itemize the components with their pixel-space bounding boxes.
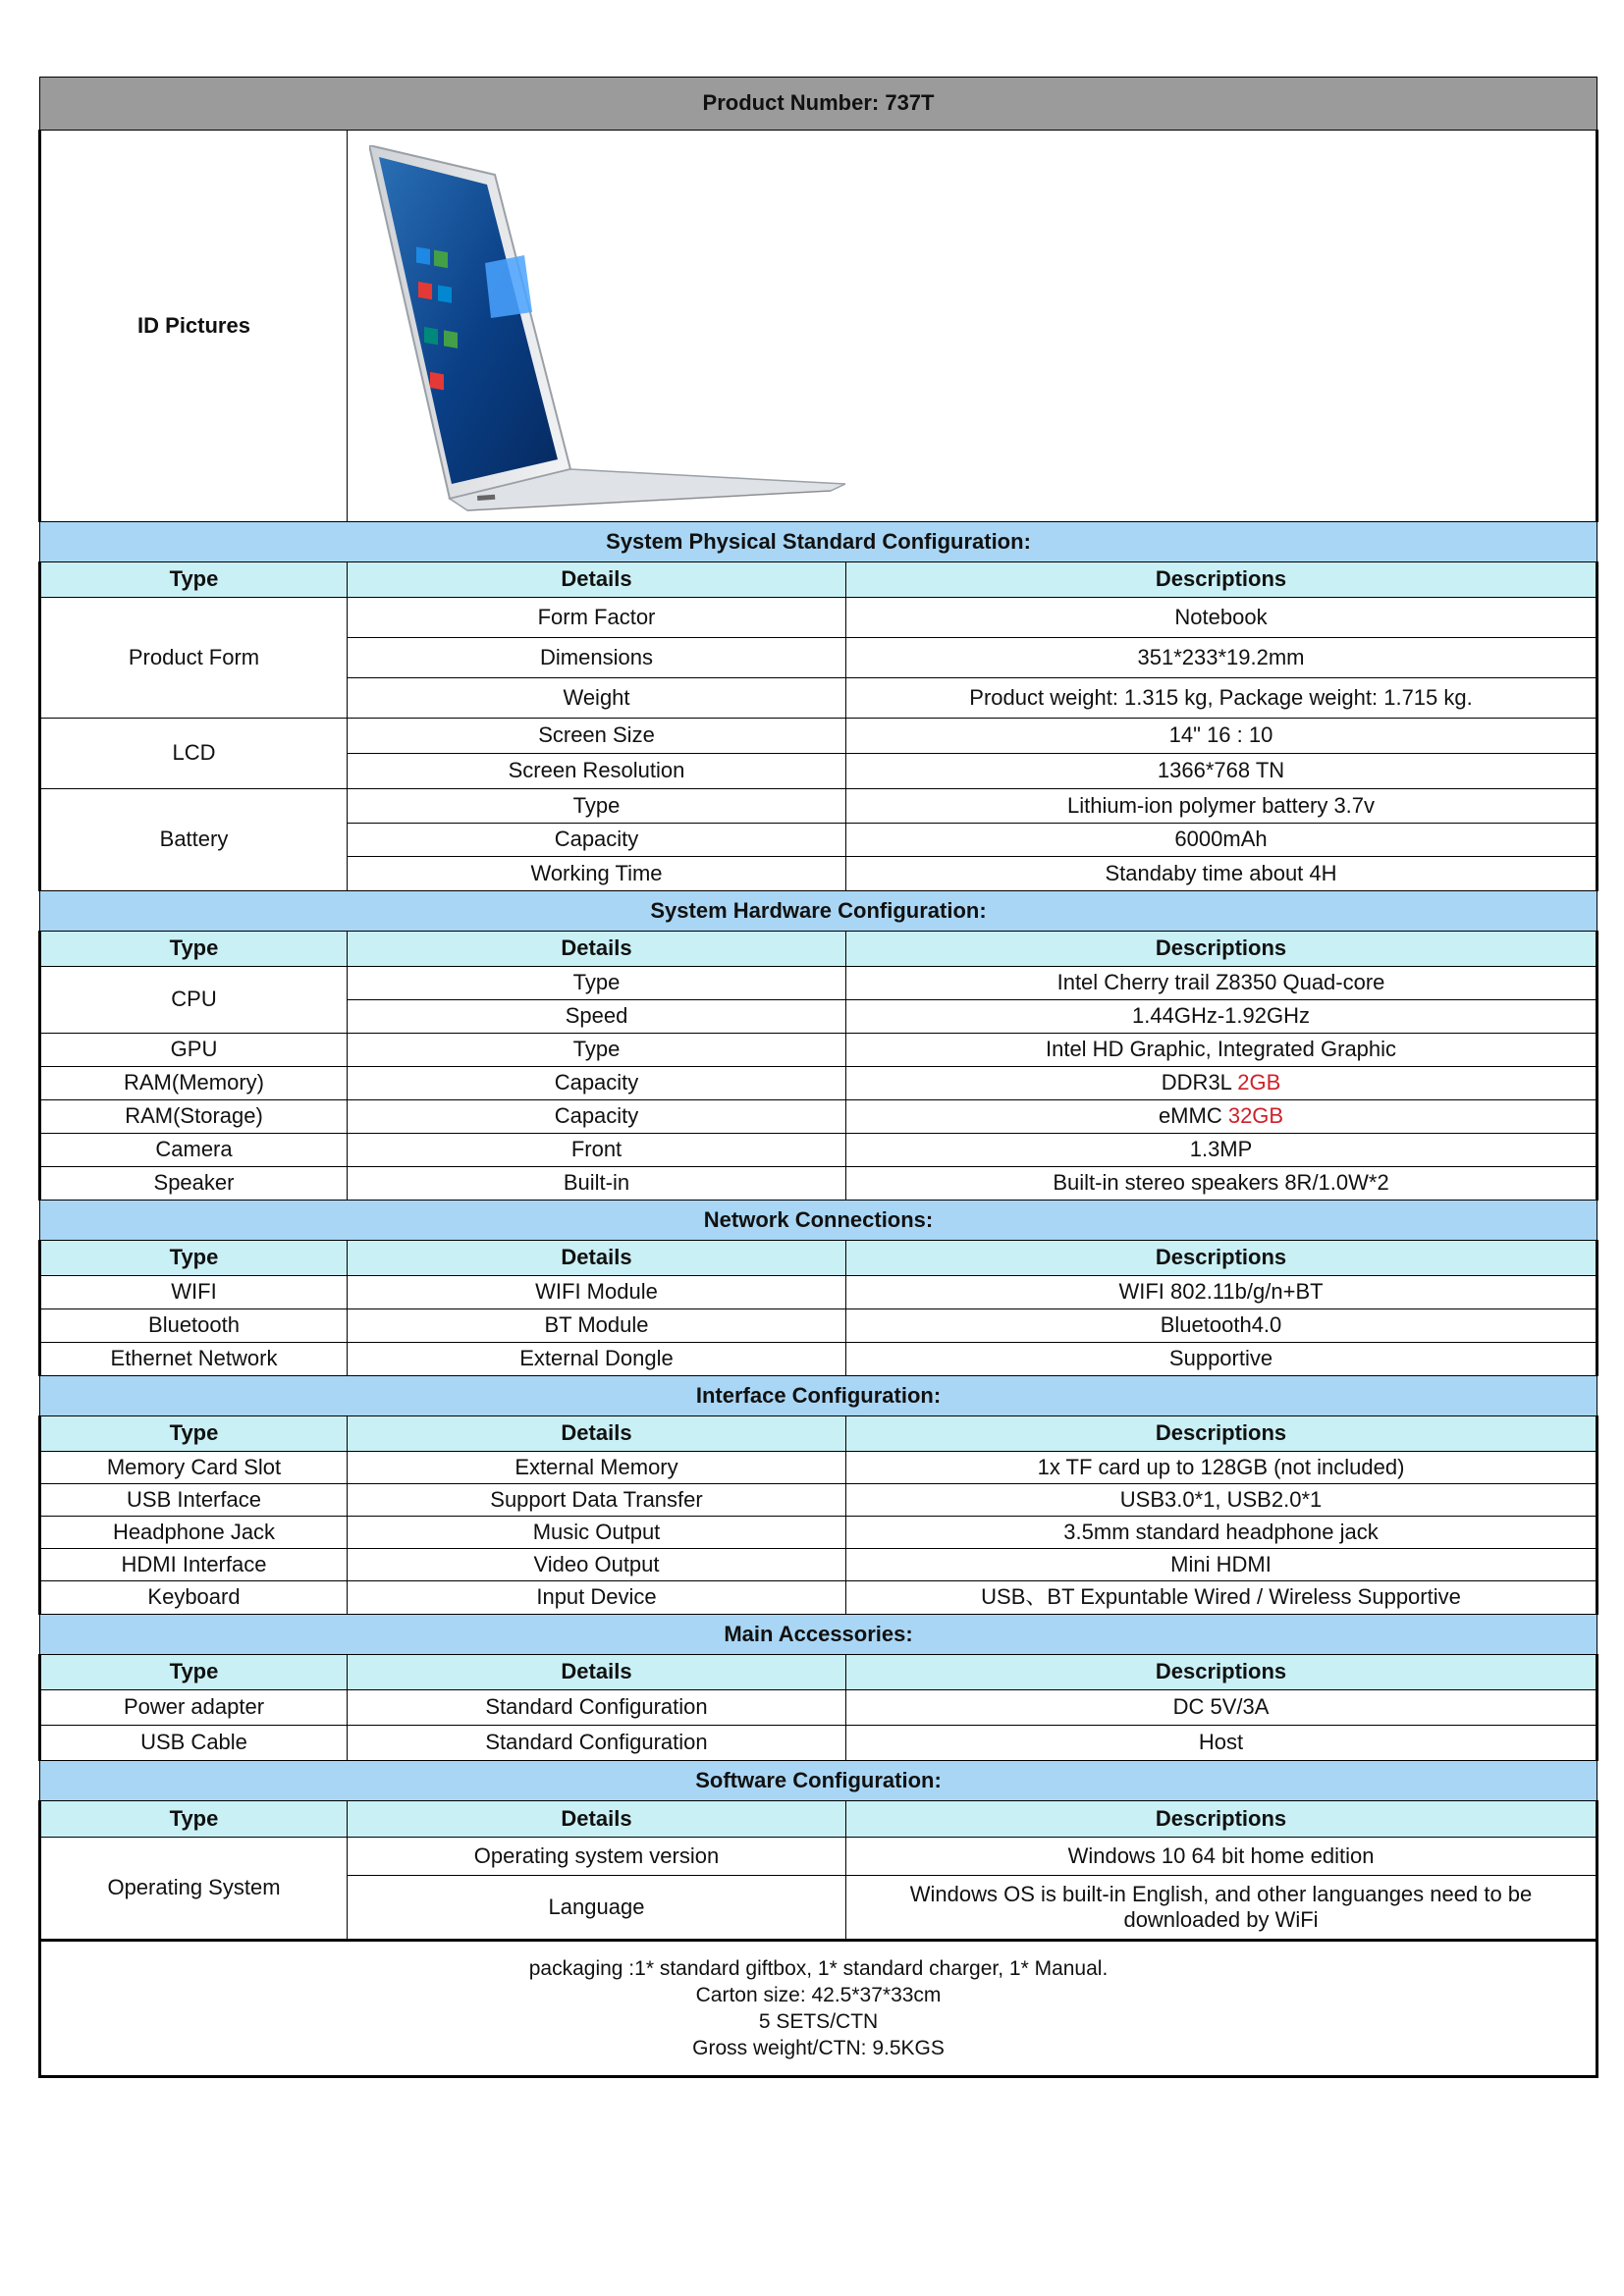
desc-cell: Windows OS is built-in English, and other languanges need to be downloaded by WiFi [846,1876,1597,1941]
desc-cell: Windows 10 64 bit home edition [846,1838,1597,1876]
desc-cell [846,1067,1597,1100]
col-header-type: Type [40,1241,348,1276]
desc-cell: Mini HDMI [846,1549,1597,1581]
type-cell: HDMI Interface [40,1549,348,1581]
details-cell: Front [348,1134,846,1167]
col-header-details: Details [348,1655,846,1690]
desc-cell: Host [846,1726,1597,1761]
table-row [40,1838,1597,1876]
details-cell: Speed [348,1000,846,1034]
table-row [40,1581,1597,1615]
table-row [40,1134,1597,1167]
desc-cell: Bluetooth4.0 [846,1309,1597,1343]
desc-cell: Standaby time about 4H [846,857,1597,891]
details-cell: Working Time [348,857,846,891]
table-row [40,967,1597,1000]
type-cell: Power adapter [40,1690,348,1726]
desc-cell: 6000mAh [846,824,1597,857]
details-cell: Built-in [348,1167,846,1201]
table-row [40,1309,1597,1343]
table-row [40,1276,1597,1309]
details-cell: Language [348,1876,846,1941]
type-cell: GPU [40,1034,348,1067]
type-cell: Product Form [40,598,348,719]
section-title-network: Network Connections: [40,1201,1597,1241]
col-header-descriptions: Descriptions [846,1655,1597,1690]
table-row [40,1452,1597,1484]
desc-prefix: DDR3L [1161,1070,1238,1095]
details-cell: Type [348,967,846,1000]
section-title-physical: System Physical Standard Configuration: [40,522,1597,562]
desc-cell: 1.3MP [846,1134,1597,1167]
desc-cell: Built-in stereo speakers 8R/1.0W*2 [846,1167,1597,1201]
desc-cell: Lithium-ion polymer battery 3.7v [846,789,1597,824]
table-row [40,1517,1597,1549]
type-cell: Battery [40,789,348,891]
type-cell: LCD [40,719,348,789]
desc-cell: Supportive [846,1343,1597,1376]
section-title-interface: Interface Configuration: [40,1376,1597,1416]
details-cell: Standard Configuration [348,1690,846,1726]
details-cell: Type [348,789,846,824]
details-cell: Operating system version [348,1838,846,1876]
section-title-software: Software Configuration: [40,1761,1597,1801]
details-cell: Type [348,1034,846,1067]
table-row [40,719,1597,754]
details-cell: Capacity [348,1067,846,1100]
table-row [40,789,1597,824]
details-cell: Video Output [348,1549,846,1581]
desc-cell [846,1100,1597,1134]
desc-cell: 3.5mm standard headphone jack [846,1517,1597,1549]
type-cell: Keyboard [40,1581,348,1615]
details-cell: BT Module [348,1309,846,1343]
desc-highlight: 32GB [1227,1103,1284,1129]
type-cell: Memory Card Slot [40,1452,348,1484]
type-cell: Operating System [40,1838,348,1941]
type-cell: USB Cable [40,1726,348,1761]
desc-cell: Product weight: 1.315 kg, Package weight: 1.715 kg. [846,678,1597,719]
table-row [40,1690,1597,1726]
col-header-descriptions: Descriptions [846,1241,1597,1276]
details-cell: Dimensions [348,638,846,678]
details-cell: Screen Resolution [348,754,846,789]
col-header-details: Details [348,1801,846,1838]
packaging-line: packaging :1* standard giftbox, 1* standard charger, 1* Manual. [528,1957,1109,1980]
col-header-type: Type [40,932,348,967]
table-row [40,1343,1597,1376]
type-cell: RAM(Memory) [40,1067,348,1100]
details-cell: External Memory [348,1452,846,1484]
table-row [40,1167,1597,1201]
type-cell: Ethernet Network [40,1343,348,1376]
desc-cell: Intel HD Graphic, Integrated Graphic [846,1034,1597,1067]
desc-highlight: 2GB [1237,1070,1281,1095]
table-row [40,1034,1597,1067]
type-cell: USB Interface [40,1484,348,1517]
col-header-details: Details [348,932,846,967]
gross-weight-line: Gross weight/CTN: 9.5KGS [692,2037,945,2059]
desc-cell: Notebook [846,598,1597,638]
col-header-descriptions: Descriptions [846,562,1597,598]
carton-size-line: Carton size: 42.5*37*33cm [695,1984,942,2006]
type-cell: RAM(Storage) [40,1100,348,1134]
packaging-info [40,1941,1597,2077]
details-cell: Capacity [348,1100,846,1134]
section-title-accessories: Main Accessories: [40,1615,1597,1655]
details-cell: Capacity [348,824,846,857]
desc-cell: 351*233*19.2mm [846,638,1597,678]
type-cell: Camera [40,1134,348,1167]
col-header-details: Details [348,1241,846,1276]
sets-per-carton-line: 5 SETS/CTN [758,2010,879,2033]
type-cell: Bluetooth [40,1309,348,1343]
desc-cell: USB3.0*1, USB2.0*1 [846,1484,1597,1517]
table-row [40,1549,1597,1581]
laptop-image [369,145,860,513]
id-pictures-label: ID Pictures [40,131,348,522]
details-cell: Input Device [348,1581,846,1615]
details-cell: Form Factor [348,598,846,638]
col-header-type: Type [40,1655,348,1690]
details-cell: Screen Size [348,719,846,754]
type-cell: Speaker [40,1167,348,1201]
desc-cell: WIFI 802.11b/g/n+BT [846,1276,1597,1309]
type-cell: CPU [40,967,348,1034]
desc-cell: DC 5V/3A [846,1690,1597,1726]
col-header-type: Type [40,1416,348,1452]
id-picture-cell [348,131,1597,522]
details-cell: Music Output [348,1517,846,1549]
col-header-details: Details [348,1416,846,1452]
desc-cell: 14" 16 : 10 [846,719,1597,754]
details-cell: Weight [348,678,846,719]
type-cell: Headphone Jack [40,1517,348,1549]
col-header-descriptions: Descriptions [846,1801,1597,1838]
section-title-hardware: System Hardware Configuration: [40,891,1597,932]
desc-cell: 1x TF card up to 128GB (not included) [846,1452,1597,1484]
details-cell: External Dongle [348,1343,846,1376]
col-header-details: Details [348,562,846,598]
desc-cell: USB、BT Expuntable Wired / Wireless Supportive [846,1581,1597,1615]
desc-cell: 1.44GHz-1.92GHz [846,1000,1597,1034]
desc-cell: 1366*768 TN [846,754,1597,789]
product-title: Product Number: 737T [40,78,1597,131]
desc-cell: Intel Cherry trail Z8350 Quad-core [846,967,1597,1000]
spec-sheet [38,77,1596,2078]
col-header-descriptions: Descriptions [846,932,1597,967]
table-row [40,1484,1597,1517]
type-cell: WIFI [40,1276,348,1309]
desc-prefix: eMMC [1158,1103,1228,1129]
col-header-type: Type [40,562,348,598]
table-row [40,598,1597,638]
details-cell: Support Data Transfer [348,1484,846,1517]
details-cell: WIFI Module [348,1276,846,1309]
table-row [40,1100,1597,1134]
table-row [40,1067,1597,1100]
table-row [40,1726,1597,1761]
spec-table [38,77,1598,2078]
details-cell: Standard Configuration [348,1726,846,1761]
col-header-descriptions: Descriptions [846,1416,1597,1452]
col-header-type: Type [40,1801,348,1838]
